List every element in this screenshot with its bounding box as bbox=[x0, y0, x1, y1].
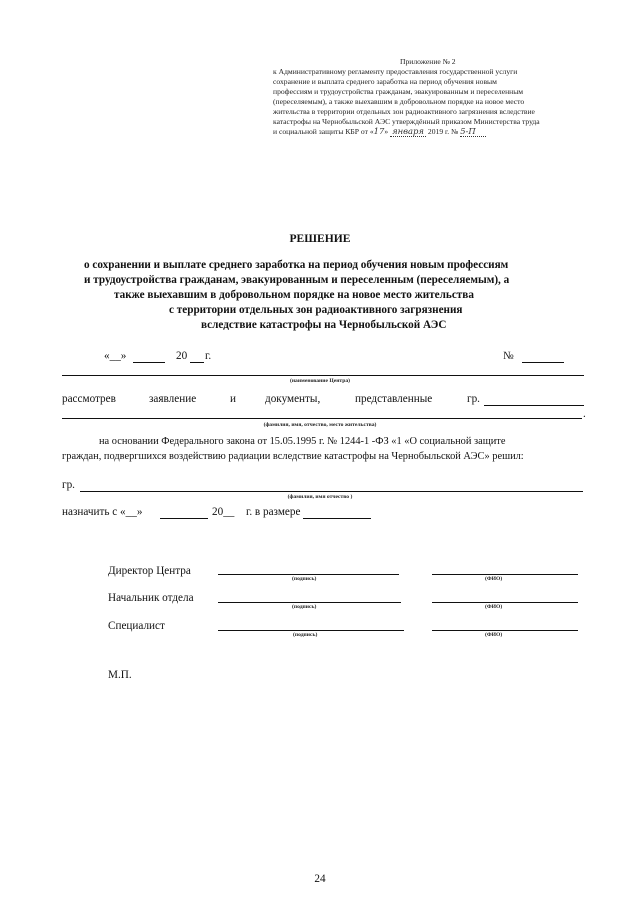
appendix-date-line bbox=[273, 127, 486, 137]
page-number: 24 bbox=[314, 873, 326, 885]
applicant-line-2 bbox=[62, 418, 582, 419]
date-quote-open: «__» bbox=[104, 350, 127, 362]
applicant-line bbox=[484, 405, 584, 406]
signature-caption: (подпись) bbox=[292, 604, 317, 610]
fio-line-caption: (ФИО) bbox=[485, 576, 503, 582]
signature-line bbox=[218, 630, 404, 631]
appendix-line: к Административному регламенту предоставления государственной услуги bbox=[273, 67, 518, 76]
fio-line bbox=[432, 574, 578, 575]
appendix-line: (переселяемым), а также выехавшим в добровольном порядке на новое место bbox=[273, 97, 525, 106]
decision-subtitle-line: вследствие катастрофы на Чернобыльской АЭС bbox=[201, 319, 447, 331]
appendix-year: 2019 г. № bbox=[427, 127, 459, 136]
assign-date-line bbox=[160, 518, 208, 519]
number-line bbox=[522, 362, 564, 363]
date-year-suffix: г. bbox=[205, 350, 212, 362]
considered-word: рассмотрев bbox=[62, 393, 116, 405]
appendix-line: катастрофы на Чернобыльской АЭС утверждённый приказом Министерства труда bbox=[273, 117, 540, 126]
assign-amount-label: г. в размере bbox=[246, 506, 301, 518]
appendix-line: жительства в территории отдельных зон радиоактивного загрязнения вследствие bbox=[273, 107, 535, 116]
signature-role: Специалист bbox=[108, 620, 165, 632]
considered-word: представленные bbox=[355, 393, 433, 405]
considered-word: и bbox=[230, 393, 236, 405]
person-caption: (фамилия, имя, отчество, место жительства) bbox=[263, 422, 377, 428]
appendix-title: Приложение № 2 bbox=[400, 57, 456, 66]
appendix-day: 17 bbox=[373, 126, 385, 136]
signature-role: Директор Центра bbox=[108, 565, 191, 577]
decision-title: РЕШЕНИЕ bbox=[289, 232, 351, 245]
gr-label: гр. bbox=[62, 479, 75, 491]
considered-word: гр. bbox=[467, 393, 480, 405]
appendix-date-prefix: и социальной защиты КБР от « bbox=[273, 127, 374, 136]
fio-line-caption: (ФИО) bbox=[485, 632, 503, 638]
appendix-number: 5-П bbox=[460, 127, 486, 137]
date-year-line bbox=[190, 362, 204, 363]
decision-subtitle-line: о сохранении и выплате среднего заработка на период обучения новым профессиям bbox=[84, 259, 509, 271]
signature-line bbox=[218, 602, 401, 603]
fio-caption: (фамилия, имя отчество ) bbox=[287, 494, 353, 500]
date-century: 20 bbox=[176, 350, 188, 362]
assign-century: 20__ bbox=[212, 506, 235, 518]
center-name-line bbox=[62, 375, 584, 376]
fio-line bbox=[432, 602, 578, 603]
considered-word: документы, bbox=[265, 393, 321, 405]
center-caption: (наименование Центра) bbox=[289, 378, 351, 384]
stamp-label: М.П. bbox=[108, 669, 132, 681]
decision-subtitle-line: также выехавшим в добровольном порядке на новое место жительства bbox=[114, 289, 474, 301]
fio-line bbox=[432, 630, 578, 631]
appendix-month: января bbox=[390, 127, 426, 137]
date-month-line bbox=[133, 362, 165, 363]
fio-line-caption: (ФИО) bbox=[485, 604, 503, 610]
law-line: граждан, подвергшихся воздействию радиации вследствие катастрофы на Чернобыльской АЭС» решил: bbox=[62, 451, 524, 462]
appendix-line: сохранение и выплата среднего заработка на период обучения новым bbox=[273, 77, 497, 86]
signature-caption: (подпись) bbox=[293, 632, 318, 638]
signature-caption: (подпись) bbox=[292, 576, 317, 582]
appendix-quote-close: » bbox=[384, 127, 389, 136]
gr-line bbox=[80, 491, 583, 492]
appendix-line: профессиям и трудоустройства гражданам, эвакуированным и переселенным bbox=[273, 87, 524, 96]
assign-amount-line bbox=[303, 518, 371, 519]
decision-subtitle-line: и трудоустройства гражданам, эвакуированным и переселенным (переселяемым), а bbox=[84, 274, 510, 286]
number-label: № bbox=[503, 350, 514, 362]
law-line: на основании Федерального закона от 15.05.1995 г. № 1244-1 -ФЗ «1 «О социальной защите bbox=[99, 436, 506, 447]
assign-label: назначить с «__» bbox=[62, 506, 143, 518]
signature-role: Начальник отдела bbox=[108, 592, 194, 604]
signature-line bbox=[218, 574, 399, 575]
period-mark: . bbox=[583, 408, 586, 420]
considered-word: заявление bbox=[149, 393, 197, 405]
decision-subtitle-line: с территории отдельных зон радиоактивного загрязнения bbox=[169, 304, 463, 316]
